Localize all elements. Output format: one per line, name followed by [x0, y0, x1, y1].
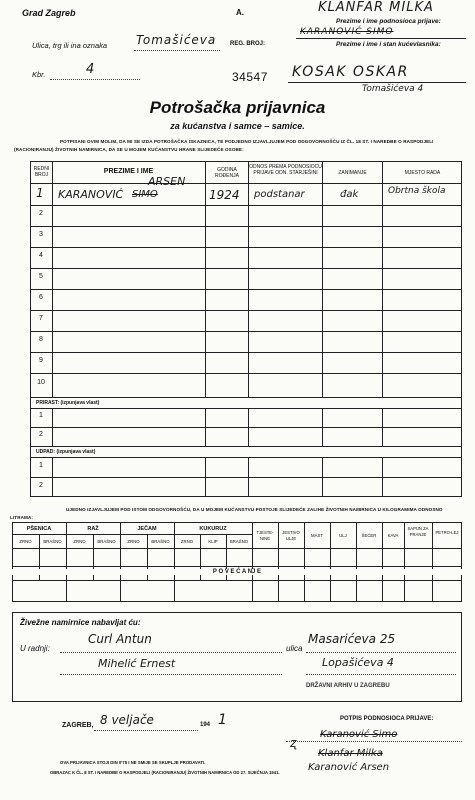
stock-group: PŠENICA — [26, 526, 52, 532]
row-num: 9 — [39, 357, 43, 364]
stock-increase-label: P O V E Ć A NJ E — [12, 569, 462, 575]
applicant-name: KLANFAR MILKA — [318, 0, 434, 15]
stock-sub: ZRNO — [180, 539, 194, 544]
stock-single: JESTIVO ULJE — [282, 530, 300, 541]
stock-sub: ZRNO — [73, 539, 86, 544]
signature-1: Karanović Simo — [320, 729, 398, 740]
row-num: 5 — [39, 273, 43, 280]
price-note: OVA PRIJAVNICA STOJI DIN 0'75 I NE SMIJE SE SKUPLJE PRODAVATI. — [60, 760, 206, 765]
row-num: 4 — [39, 252, 43, 259]
stock-single: KAVA — [387, 533, 399, 538]
stock-single: ULJ — [339, 533, 347, 538]
header-workplace: MJESTO RADA — [404, 170, 441, 176]
stock-single: MAST — [311, 533, 323, 538]
header-num: REDNI BROJ — [33, 166, 50, 178]
serial-number: 34547 — [232, 70, 268, 84]
row1-num: 1 — [36, 186, 44, 200]
stock-group: KUKURUZ — [199, 526, 227, 532]
owner-label: Prezime i ime i stan kućevlasnika: — [336, 41, 441, 48]
place-label: ZAGREB, — [62, 722, 94, 729]
reg-label: REG. BROJ: — [230, 41, 266, 47]
shop2-name: Mihelić Ernest — [98, 657, 176, 670]
stock-single: ŠEĆER — [361, 533, 377, 538]
stock-group: RAŽ — [87, 526, 99, 532]
street-value: Tomašićeva — [136, 33, 217, 47]
applicant-name-label: Prezime i ime podnosioca prijave: — [336, 18, 441, 25]
street-word: ulica — [286, 644, 303, 653]
stock-sub: BRAŠNO — [151, 539, 170, 544]
row-num: 2 — [39, 210, 43, 217]
stock-group: JEČAM — [137, 526, 157, 532]
departure-num: 1 — [39, 462, 43, 469]
stock-sub: BRAŠNO — [229, 539, 249, 544]
shop1-name: Curl Antun — [88, 632, 152, 646]
header-occupation: ZANIMANJE — [338, 170, 367, 176]
owner-name: KOSAK OSKAR — [292, 64, 409, 80]
form-title: Potrošačka prijavnica — [149, 98, 326, 117]
date-value: 8 veljače — [100, 713, 154, 727]
stock-sub: BRAŠNO — [43, 539, 62, 544]
row-num: 3 — [39, 231, 43, 238]
shop-label: U radnji: — [20, 644, 50, 653]
year-prefix: 194 — [200, 722, 211, 728]
stock-single: PETRO-LEJ — [435, 530, 459, 535]
shop2-street: Lopašićeva 4 — [322, 656, 394, 669]
row1-name: KARANOVIĆ — [58, 188, 124, 201]
arrival-num: 2 — [39, 431, 43, 438]
signature-3: Karanović Arsen — [308, 762, 390, 773]
row1-year: 1924 — [209, 188, 240, 202]
stock-sub: BRAŠNO — [97, 539, 116, 544]
row1-occupation: đak — [340, 189, 359, 200]
signature-2: Klanfar Milka — [318, 748, 383, 759]
form-subtitle: za kućanstva i samce – samice. — [170, 121, 305, 131]
form-letter: A. — [236, 8, 244, 17]
stock-sub: ZRNO — [19, 539, 32, 544]
header-name: PREZIME I IME — [103, 168, 154, 175]
row1-workplace: Obrtna škola — [388, 186, 446, 196]
year-suffix: 1 — [218, 712, 227, 728]
signature-label: POTPIS PODNOSIOCA PRIJAVE: — [340, 716, 434, 722]
archive-stamp: DRŽAVNI ARHIV U ZAGREBU — [306, 683, 390, 689]
signature-mark: ʐ — [290, 736, 297, 750]
street-label: Ulica, trg ili ina oznaka — [32, 41, 108, 50]
declaration-text: POTPISANI OVIM MOLIM, DA MI SE IZDA POTROŠAČKA ISKAZNICA, TE PODJEDNO IZJAVLJUJEM POD ODGOVORNOŠĆU IZ ČL. 18 ST. I NAREDBE O RASPODJELI (RACIONIRANJU) ŽIVOTNIH NAMIRNICA, DA SE U MOJEM KUĆANSTVU HRANE SLIJEDEĆE OSOBE: — [14, 139, 434, 152]
row1-relation: podstanar — [254, 189, 305, 200]
form-note: OBRAZAC K ČL. 8 ST. I NAREDBE O RASPODJELI (RACIONIRANJU) ŽIVOTNIH NAMIRNICA OD 27. SIJEČNJA 1941. — [50, 770, 280, 775]
shops-label: Živežne namirnice nabavljat ću: — [20, 618, 141, 627]
row-num: 7 — [39, 315, 43, 322]
row-num: 6 — [39, 294, 43, 301]
house-label: Kbr. — [32, 70, 46, 79]
arrival-num: 1 — [39, 412, 43, 419]
stock-sub: ZRNO — [127, 539, 140, 544]
arrivals-label: PRIRAST: (izpunjava vlast) — [36, 400, 100, 406]
applicant-struck-name: KARANOVIĆ SIMO — [300, 27, 394, 37]
row-num: 8 — [39, 336, 43, 343]
header-relation: ODNOS PREMA PODNOSIOCU PRIJAVE ODN. STARJEŠINI — [249, 164, 322, 176]
owner-address: Tomašićeva 4 — [362, 84, 424, 94]
row1-name-struck: SIMO — [132, 189, 158, 200]
departure-num: 2 — [39, 482, 43, 489]
shop1-street: Masarićeva 25 — [308, 632, 396, 646]
departures-label: UDPAD: (izpunjava vlast) — [36, 449, 96, 455]
row-num: 10 — [37, 379, 45, 386]
city-label: Grad Zagreb — [22, 8, 76, 18]
header-year: GODINA ROĐENJA — [215, 167, 239, 179]
stock-single: TJESTE-NINE — [256, 530, 274, 541]
stock-declaration: UJEDNO IZJAVLJUJEM POD ISTOM ODGOVORNOŠĆU, DA U MOJEM KUĆANSTVU POSTOJE SLIJEDEĆE ZALIHE ŽIVOTNIH NAMIRNICA U KILOGRAMIMA ODNOSNO LITRAMA: — [10, 507, 443, 520]
stock-single: SAPUN ZA PRANJE — [407, 526, 429, 537]
house-value: 4 — [86, 62, 95, 77]
row1-name-added: ARSEN — [148, 175, 186, 188]
stock-sub: KLIP — [208, 539, 218, 544]
